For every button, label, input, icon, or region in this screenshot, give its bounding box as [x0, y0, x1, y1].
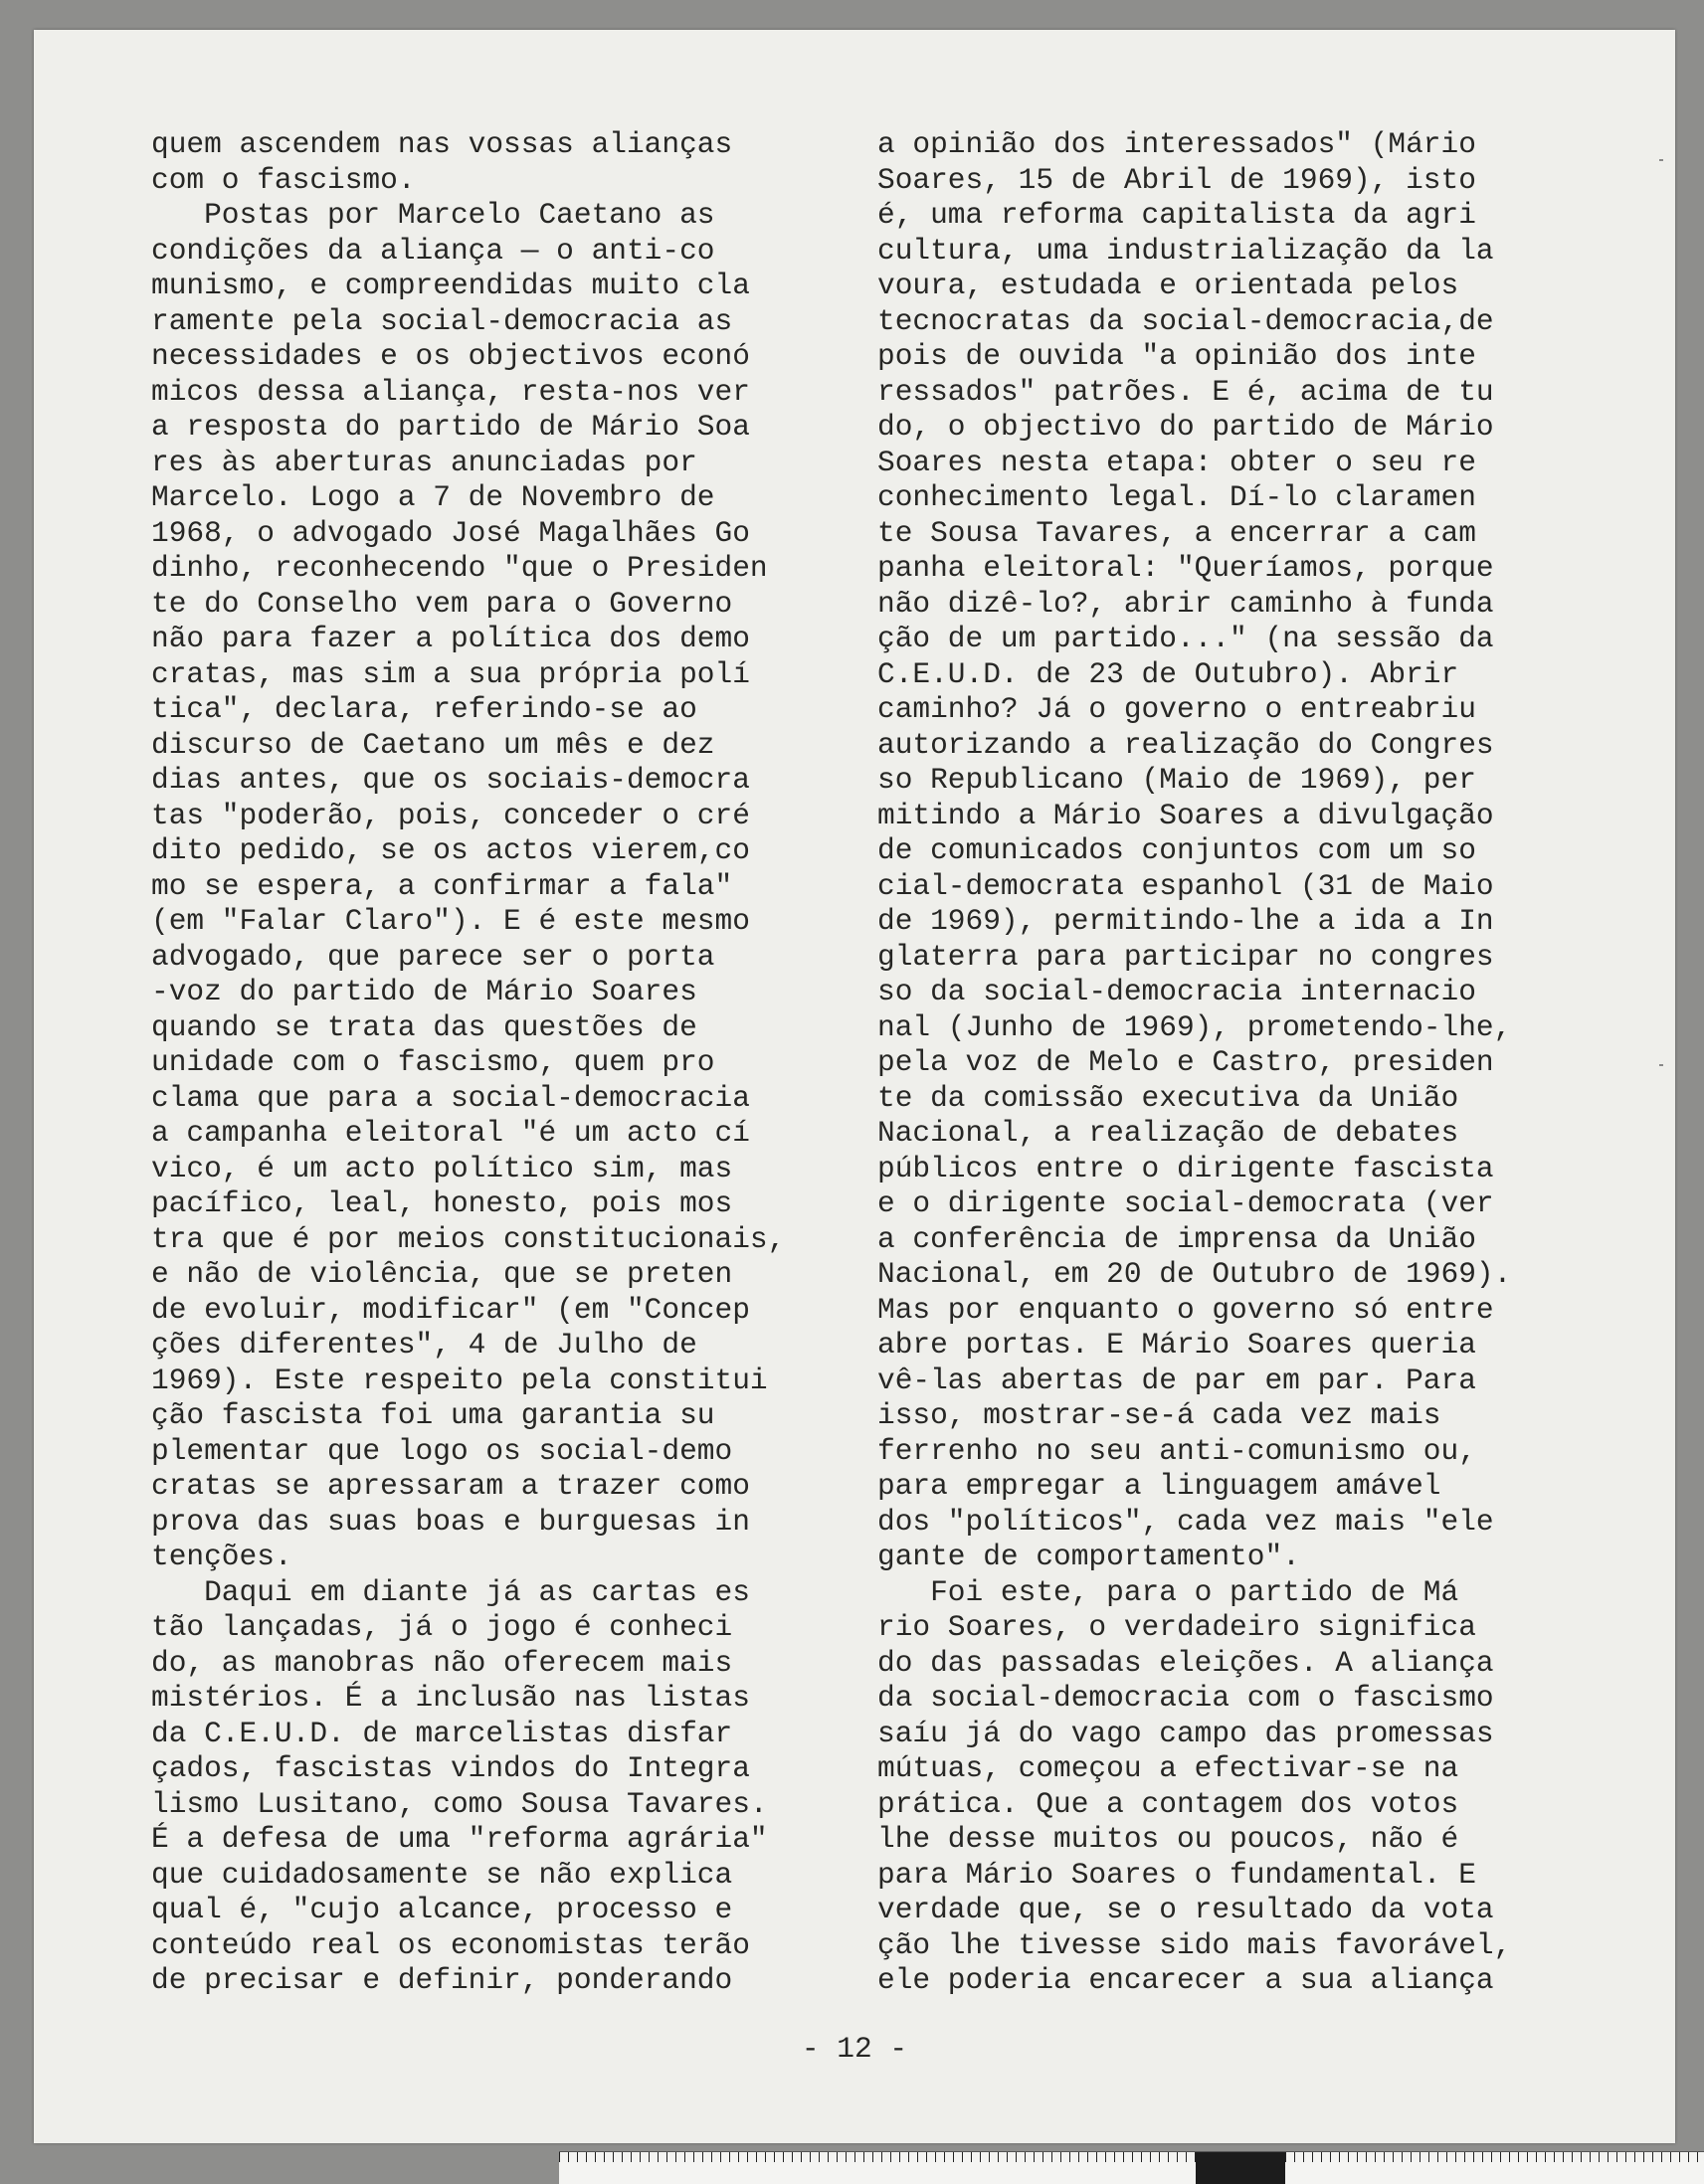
- left-column-line: É a defesa de uma "reforma agrária": [151, 1822, 768, 1856]
- left-column-line: a resposta do partido de Mário Soa: [151, 410, 750, 444]
- left-column-line: te do Conselho vem para o Governo: [151, 586, 733, 621]
- right-column-line: ferrenho no seu anti-comunismo ou,: [877, 1433, 1476, 1468]
- left-column-line: vico, é um acto político sim, mas: [151, 1151, 733, 1185]
- left-column-line: clama que para a social-democracia: [151, 1080, 750, 1115]
- left-column-line: quem ascendem nas vossas alianças: [151, 127, 733, 161]
- right-column-line: Foi este, para o partido de Má: [877, 1574, 1459, 1609]
- right-column-line: ção de um partido..." (na sessão da: [877, 622, 1494, 655]
- left-column-line: 1968, o advogado José Magalhães Go: [151, 515, 750, 550]
- left-column-line: (em "Falar Claro"). E é este mesmo: [151, 904, 750, 938]
- right-column-line: mútuas, começou a efectivar-se na: [877, 1751, 1459, 1785]
- left-column-line: de precisar e definir, ponderando: [151, 1963, 733, 1997]
- right-column-line: ele poderia encarecer a sua aliança: [877, 1963, 1494, 1997]
- right-column-line: saíu já do vago campo das promessas: [877, 1716, 1494, 1750]
- left-column-line: plementar que logo os social-demo: [151, 1433, 733, 1468]
- right-column-line: pela voz de Melo e Castro, presiden: [877, 1045, 1494, 1079]
- right-text-column: [877, 127, 1511, 1999]
- left-column-line: dito pedido, se os actos vierem,co: [151, 833, 750, 867]
- left-column-line: conteúdo real os economistas terão: [151, 1927, 750, 1962]
- right-column-line: cial-democrata espanhol (31 de Maio: [877, 868, 1494, 903]
- right-column-line: so Republicano (Maio de 1969), per: [877, 763, 1476, 797]
- left-column-line: que cuidadosamente se não explica: [151, 1857, 733, 1892]
- right-column-line: dos "políticos", cada vez mais "ele: [877, 1504, 1494, 1539]
- right-column-line: públicos entre o dirigente fascista: [877, 1151, 1494, 1185]
- right-column-line: so da social-democracia internacio: [877, 975, 1476, 1008]
- right-column-line: de comunicados conjuntos com um so: [877, 833, 1476, 867]
- left-column-line: da C.E.U.D. de marcelistas disfar: [151, 1716, 733, 1750]
- left-column-line: -voz do partido de Mário Soares: [151, 975, 697, 1008]
- right-column-line: Mas por enquanto o governo só entre: [877, 1292, 1494, 1327]
- right-column-line: Soares, 15 de Abril de 1969), isto: [877, 162, 1476, 197]
- left-column-line: não para fazer a política dos demo: [151, 622, 750, 655]
- left-column-line: mo se espera, a confirmar a fala": [151, 868, 733, 903]
- right-column-line: conhecimento legal. Dí-lo claramen: [877, 480, 1476, 514]
- left-column-line: quando se trata das questões de: [151, 1009, 697, 1044]
- left-column-line: munismo, e compreendidas muito cla: [151, 269, 750, 302]
- left-column-line: tenções.: [151, 1540, 292, 1573]
- right-column-line: ressados" patrões. E é, acima de tu: [877, 374, 1494, 409]
- right-column-line: te da comissão executiva da União: [877, 1080, 1459, 1115]
- left-column-line: 1969). Este respeito pela constitui: [151, 1363, 768, 1397]
- right-column-line: rio Soares, o verdadeiro significa: [877, 1610, 1476, 1644]
- left-column-line: Marcelo. Logo a 7 de Novembro de: [151, 480, 715, 514]
- left-column-line: tão lançadas, já o jogo é conheci: [151, 1610, 733, 1644]
- right-column-line: verdade que, se o resultado da vota: [877, 1893, 1494, 1926]
- left-column-line: micos dessa aliança, resta-nos ver: [151, 374, 750, 409]
- right-column-line: abre portas. E Mário Soares queria: [877, 1328, 1476, 1362]
- right-column-line: e o dirigente social-democrata (ver: [877, 1186, 1494, 1220]
- right-column-line: caminho? Já o governo o entreabriu: [877, 692, 1476, 726]
- left-column-line: tica", declara, referindo-se ao: [151, 692, 697, 726]
- scan-edge-mark: [1659, 159, 1663, 161]
- right-column-line: glaterra para participar no congres: [877, 939, 1494, 974]
- right-column-line: nal (Junho de 1969), prometendo-lhe,: [877, 1009, 1512, 1044]
- right-column-line: de 1969), permitindo-lhe a ida a In: [877, 904, 1494, 938]
- left-column-line: a campanha eleitoral "é um acto cí: [151, 1116, 750, 1150]
- scan-edge-mark: [1659, 1064, 1663, 1066]
- right-column-line: cultura, uma industrialização da la: [877, 233, 1494, 268]
- left-column-line: ção fascista foi uma garantia su: [151, 1398, 715, 1432]
- right-column-line: não dizê-lo?, abrir caminho à funda: [877, 586, 1494, 621]
- left-column-line: dinho, reconhecendo "que o Presiden: [151, 551, 768, 585]
- right-column-line: voura, estudada e orientada pelos: [877, 269, 1459, 302]
- ruler-ticks: [1285, 2152, 1704, 2184]
- left-column-line: do, as manobras não oferecem mais: [151, 1645, 733, 1680]
- right-column-line: gante de comportamento".: [877, 1540, 1300, 1573]
- ruler-dark-block: [1196, 2152, 1285, 2184]
- right-column-line: prática. Que a contagem dos votos: [877, 1786, 1459, 1821]
- right-column-line: panha eleitoral: "Queríamos, porque: [877, 551, 1494, 585]
- left-column-line: lismo Lusitano, como Sousa Tavares.: [151, 1786, 768, 1821]
- right-column-line: vê-las abertas de par em par. Para: [877, 1363, 1476, 1397]
- right-column-line: do, o objectivo do partido de Mário: [877, 410, 1494, 444]
- left-column-line: discurso de Caetano um mês e dez: [151, 727, 715, 762]
- left-column-line: Postas por Marcelo Caetano as: [151, 198, 715, 232]
- left-column-line: çados, fascistas vindos do Integra: [151, 1751, 750, 1785]
- left-column-line: tas "poderão, pois, conceder o cré: [151, 798, 750, 832]
- left-column-line: advogado, que parece ser o porta: [151, 939, 715, 974]
- ruler-ticks: [559, 2152, 1196, 2184]
- left-column-line: unidade com o fascismo, quem pro: [151, 1045, 715, 1079]
- right-column-line: Soares nesta etapa: obter o seu re: [877, 445, 1476, 479]
- left-column-line: dias antes, que os sociais-democra: [151, 763, 750, 797]
- left-column-line: e não de violência, que se preten: [151, 1257, 733, 1291]
- right-column-line: da social-democracia com o fascismo: [877, 1681, 1494, 1715]
- right-column-line: C.E.U.D. de 23 de Outubro). Abrir: [877, 656, 1459, 691]
- right-column-line: pois de ouvida "a opinião dos inte: [877, 339, 1476, 373]
- left-column-line: tra que é por meios constitucionais,: [151, 1221, 786, 1256]
- document-page: [34, 30, 1675, 2143]
- right-column-line: isso, mostrar-se-á cada vez mais: [877, 1398, 1441, 1432]
- left-column-line: condições da aliança — o anti-co: [151, 233, 715, 268]
- left-column-line: res às aberturas anunciadas por: [151, 445, 697, 479]
- left-column-line: cratas, mas sim a sua própria polí: [151, 656, 750, 691]
- left-column-line: Daqui em diante já as cartas es: [151, 1574, 750, 1609]
- left-column-line: ções diferentes", 4 de Julho de: [151, 1328, 697, 1362]
- right-column-line: para empregar a linguagem amável: [877, 1469, 1441, 1503]
- left-column-line: pacífico, leal, honesto, pois mos: [151, 1186, 733, 1220]
- right-column-line: lhe desse muitos ou poucos, não é: [877, 1822, 1459, 1856]
- right-column-line: te Sousa Tavares, a encerrar a cam: [877, 515, 1476, 550]
- left-text-column: [151, 127, 785, 1999]
- left-column-line: necessidades e os objectivos econó: [151, 339, 750, 373]
- right-column-line: ção lhe tivesse sido mais favorável,: [877, 1927, 1512, 1962]
- page-number: - 12 -: [801, 2032, 908, 2066]
- right-column-line: do das passadas eleições. A aliança: [877, 1645, 1494, 1680]
- right-column-line: Nacional, em 20 de Outubro de 1969).: [877, 1257, 1512, 1291]
- left-column-line: com o fascismo.: [151, 162, 416, 197]
- right-column-line: a opinião dos interessados" (Mário: [877, 127, 1476, 161]
- left-column-line: cratas se apressaram a trazer como: [151, 1469, 750, 1503]
- left-column-line: prova das suas boas e burguesas in: [151, 1504, 750, 1539]
- left-column-line: mistérios. É a inclusão nas listas: [151, 1681, 750, 1715]
- left-column-line: ramente pela social-democracia as: [151, 303, 733, 338]
- right-column-line: tecnocratas da social-democracia,de: [877, 303, 1494, 338]
- right-column-line: Nacional, a realização de debates: [877, 1116, 1459, 1150]
- right-column-line: a conferência de imprensa da União: [877, 1221, 1476, 1256]
- right-column-line: é, uma reforma capitalista da agri: [877, 198, 1476, 232]
- right-column-line: autorizando a realização do Congres: [877, 727, 1494, 762]
- scale-ruler: [559, 2151, 1704, 2184]
- right-column-line: mitindo a Mário Soares a divulgação: [877, 798, 1494, 832]
- right-column-line: para Mário Soares o fundamental. E: [877, 1857, 1476, 1892]
- left-column-line: de evoluir, modificar" (em "Concep: [151, 1292, 750, 1327]
- left-column-line: qual é, "cujo alcance, processo e: [151, 1893, 733, 1926]
